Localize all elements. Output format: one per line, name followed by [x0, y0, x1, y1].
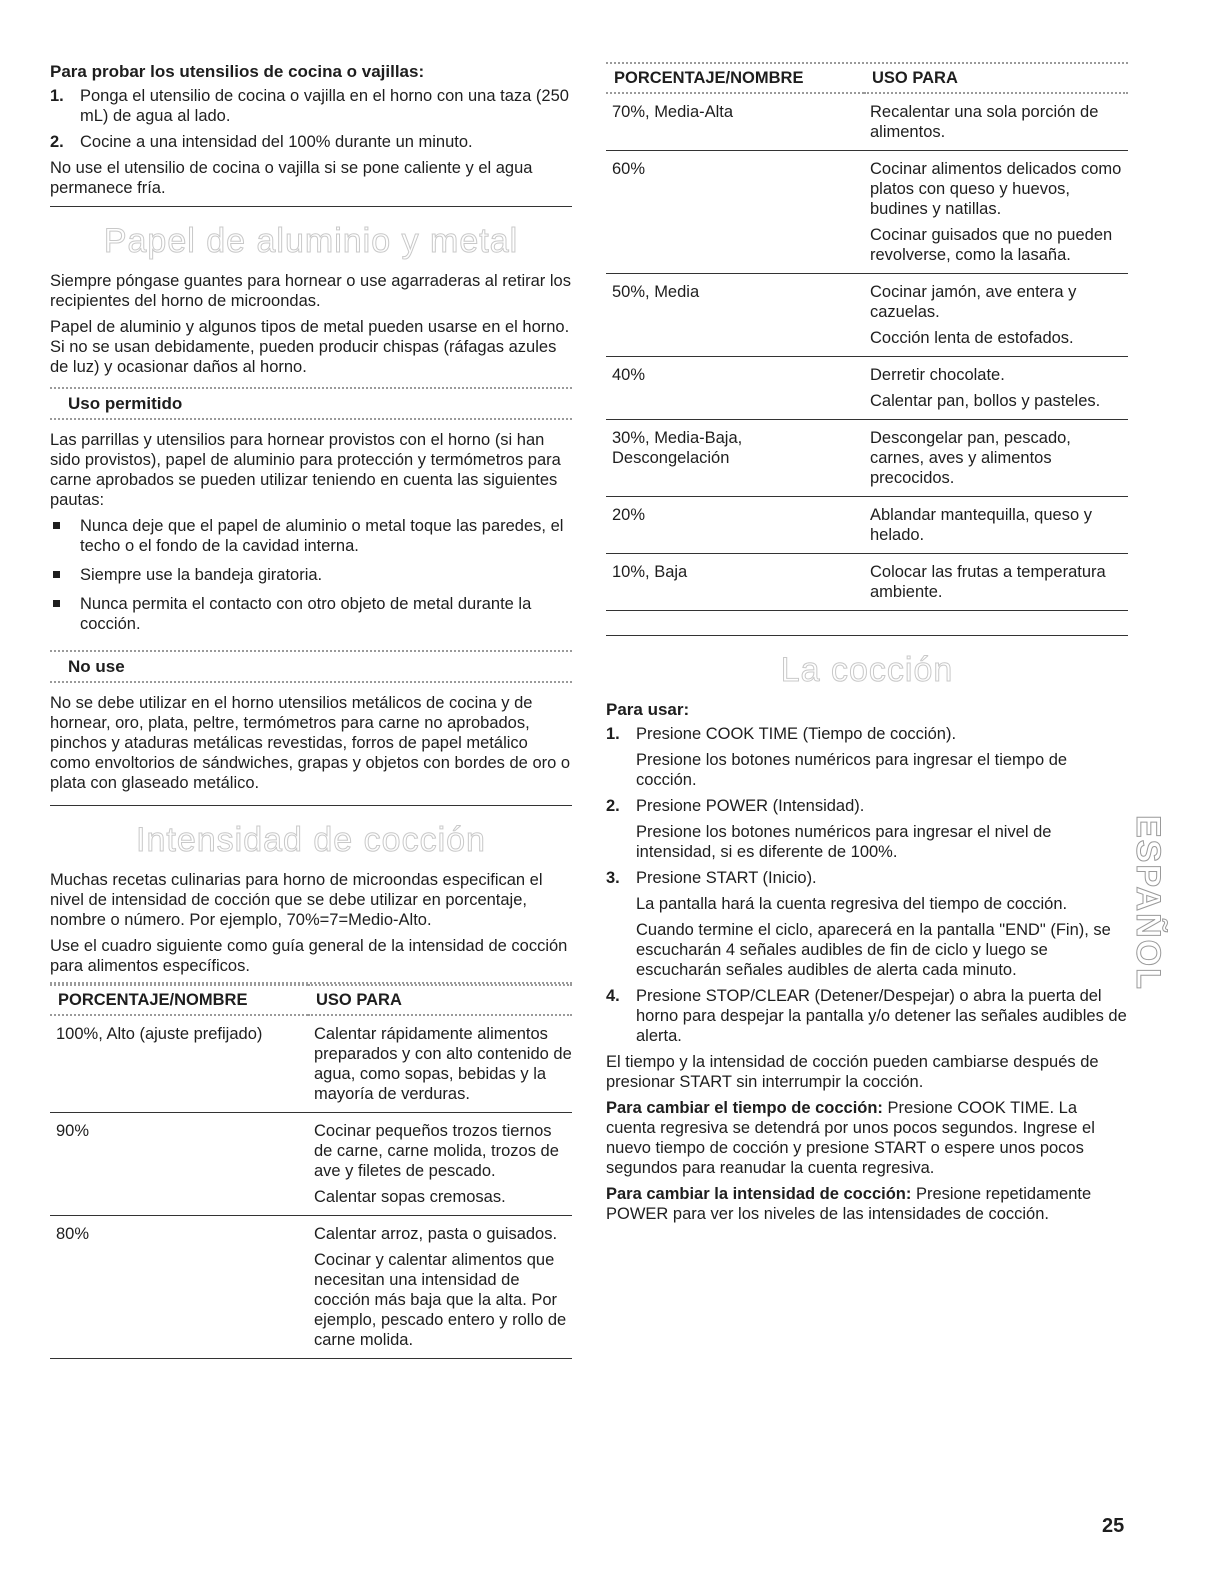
step-text: Presione POWER (Intensidad). — [636, 797, 865, 815]
power-use-cell — [308, 1015, 572, 1113]
step-number: 4. — [606, 987, 620, 1005]
test-note: No use el utensilio de cocina o vajilla si se pone caliente y el agua permanece fría. — [50, 159, 533, 197]
dotted-divider — [50, 418, 572, 420]
power-level-cell: 70%, Media-Alta — [606, 93, 864, 151]
change-time-paragraph: Para cambiar el tiempo de cocción: Presione COOK TIME. La cuenta regresiva se detendrá por unos pocos segundos. Ingrese el nuevo tiempo de cocción y presione START o espere unos pocos segundos para reanudar la cuenta regresiva. — [606, 1099, 1095, 1177]
power-level-cell: 80% — [50, 1216, 308, 1359]
dotted-divider — [50, 681, 572, 683]
step-detail: La pantalla hará la cuenta regresiva del tiempo de cocción. — [636, 895, 1068, 913]
use-title: Para usar: — [606, 700, 690, 719]
table-header-use: USO PARA — [316, 991, 402, 1009]
divider — [50, 206, 572, 207]
step-text: Presione START (Inicio). — [636, 869, 817, 887]
use-step — [606, 986, 1128, 1046]
foil-paragraph: Siempre póngase guantes para hornear o use agarraderas al retirar los recipientes del horno de microondas. — [50, 272, 571, 310]
step-detail: Presione los botones numéricos para ingresar el nivel de intensidad, si es diferente de 100%. — [636, 823, 1052, 861]
allowed-subhead: Uso permitido — [68, 394, 183, 413]
list-item: Nunca deje que el papel de aluminio o metal toque las paredes, el techo o el fondo de la cavidad interna. — [50, 516, 572, 556]
step-text: Presione STOP/CLEAR (Detener/Despejar) o abra la puerta del horno para despejar la pantalla y/o detener las señales audibles de alerta. — [636, 987, 1127, 1045]
step-number: 3. — [606, 869, 620, 887]
language-side-tab: ESPAÑOL — [1129, 815, 1167, 991]
power-use-text: Cocinar jamón, ave entera y cazuelas. — [870, 283, 1077, 321]
table-row — [50, 1216, 572, 1359]
cooking-section-title: La cocción — [780, 651, 954, 689]
foil-section-title: Papel de aluminio y metal — [103, 222, 519, 260]
power-level-cell: 50%, Media — [606, 274, 864, 357]
test-cookware-title: Para probar los utensilios de cocina o vajillas: — [50, 62, 425, 81]
step-number: 2. — [606, 797, 620, 815]
table-row — [50, 1113, 572, 1216]
power-use-text: Calentar rápidamente alimentos preparados y con alto contenido de agua, como sopas, bebidas y la mayoría de verduras. — [314, 1025, 572, 1103]
power-use-cell — [308, 1113, 572, 1216]
power-table-right — [606, 64, 1128, 611]
power-table-left — [50, 984, 572, 1359]
table-header-level: PORCENTAJE/NOMBRE — [614, 69, 804, 87]
test-step: 2. Cocine a una intensidad del 100% durante un minuto. — [50, 133, 473, 151]
use-step — [606, 868, 1128, 980]
table-row — [606, 274, 1128, 357]
power-level-cell: 90% — [50, 1113, 308, 1216]
power-use-text: Ablandar mantequilla, queso y helado. — [870, 506, 1092, 544]
divider — [606, 635, 1128, 636]
right-column — [606, 62, 1128, 1230]
nouse-subhead-block — [50, 650, 572, 683]
power-use-text: Derretir chocolate. — [870, 366, 1005, 384]
power-level-cell: 100%, Alto (ajuste prefijado) — [50, 1015, 308, 1113]
step-detail: Presione los botones numéricos para ingresar el tiempo de cocción. — [636, 751, 1068, 789]
step-detail: Cuando termine el ciclo, aparecerá en la pantalla "END" (Fin), se escucharán 4 señales audibles de fin de ciclo y luego se escucharán señales audibles de alerta cada minuto. — [636, 921, 1111, 979]
power-use-text: Cocinar pequeños trozos tiernos de carne, carne molida, trozos de ave y filetes de pescado. — [314, 1122, 559, 1180]
power-use-cell — [864, 93, 1128, 151]
foil-paragraph: Papel de aluminio y algunos tipos de metal pueden usarse en el horno. Si no se usan debidamente, pueden producir chispas (ráfagas azules de luz) y ocasionar daños al horno. — [50, 318, 570, 376]
power-use-cell — [864, 151, 1128, 274]
allowed-intro: Las parrillas y utensilios para hornear provistos con el horno (si han sido provistos), papel de aluminio para protección y termómetros para carne aprobados se pueden utilizar teniendo en cuenta las siguientes pautas: — [50, 431, 561, 509]
allowed-subhead-block — [50, 387, 572, 420]
power-paragraph: Use el cuadro siguiente como guía general de la intensidad de cocción para alimentos específicos. — [50, 937, 568, 975]
use-step — [606, 796, 1128, 862]
nouse-paragraph: No se debe utilizar en el horno utensilios metálicos de cocina y de hornear, oro, plata, peltre, termómetros para carne no aprobados, pinchos y ataduras metálicas revestidas, forros de papel metálico como envoltorios de sándwiches, grapas y objetos con bordes de oro o plata con glaseado metálico. — [50, 694, 571, 792]
list-item: Siempre use la bandeja giratoria. — [50, 565, 572, 585]
test-steps-list — [50, 86, 572, 152]
table-row — [606, 93, 1128, 151]
power-use-text: Cocción lenta de estofados. — [870, 329, 1074, 347]
power-use-cell — [864, 554, 1128, 611]
power-level-cell: 30%, Media-Baja, Descongelación — [606, 420, 864, 497]
power-use-text: Calentar sopas cremosas. — [314, 1188, 506, 1206]
power-use-text: Calentar arroz, pasta o guisados. — [314, 1225, 558, 1243]
table-header-level: PORCENTAJE/NOMBRE — [58, 991, 248, 1009]
change-power-paragraph: Para cambiar la intensidad de cocción: Presione repetidamente POWER para ver los niveles de las intensidades de cocción. — [606, 1185, 1092, 1223]
power-use-cell — [864, 497, 1128, 554]
power-use-text: Cocinar alimentos delicados como platos con queso y huevos, budines y natillas. — [870, 160, 1122, 218]
power-use-text: Cocinar y calentar alimentos que necesitan una intensidad de cocción más baja que la alta. Por ejemplo, pescado entero y rollo de carne molida. — [314, 1251, 567, 1349]
table-row — [606, 151, 1128, 274]
power-use-text: Cocinar guisados que no pueden revolverse, como la lasaña. — [870, 226, 1113, 264]
power-use-text: Calentar pan, bollos y pasteles. — [870, 392, 1101, 410]
table-header-use: USO PARA — [872, 69, 958, 87]
page-number: 25 — [1102, 1515, 1125, 1537]
list-item: Nunca permita el contacto con otro objeto de metal durante la cocción. — [50, 594, 572, 634]
use-step — [606, 724, 1128, 790]
step-text: Presione COOK TIME (Tiempo de cocción). — [636, 725, 957, 743]
power-level-cell: 40% — [606, 357, 864, 420]
power-level-cell: 10%, Baja — [606, 554, 864, 611]
power-use-cell — [308, 1216, 572, 1359]
power-use-cell — [864, 357, 1128, 420]
power-use-text: Recalentar una sola porción de alimentos. — [870, 103, 1099, 141]
table-row — [606, 420, 1128, 497]
power-use-text: Colocar las frutas a temperatura ambiente. — [870, 563, 1106, 601]
test-step: 1. Ponga el utensilio de cocina o vajilla en el horno con una taza (250 mL) de agua al lado. — [50, 87, 569, 125]
power-paragraph: Muchas recetas culinarias para horno de microondas especifican el nivel de intensidad de cocción que se debe utilizar en porcentaje, nombre o número. Por ejemplo, 70%=7=Medio-Alto. — [50, 871, 543, 929]
allowed-bullets — [50, 516, 572, 634]
table-row — [606, 357, 1128, 420]
power-use-cell — [864, 420, 1128, 497]
nouse-subhead: No use — [68, 657, 125, 676]
use-steps-list — [606, 724, 1128, 1046]
table-row — [50, 1015, 572, 1113]
table-row — [606, 554, 1128, 611]
divider — [50, 805, 572, 806]
after-paragraph: El tiempo y la intensidad de cocción pueden cambiarse después de presionar START sin interrumpir la cocción. — [606, 1053, 1099, 1091]
power-level-cell: 60% — [606, 151, 864, 274]
step-number: 1. — [606, 725, 620, 743]
table-row — [606, 497, 1128, 554]
power-use-cell — [864, 274, 1128, 357]
left-column — [50, 62, 572, 1359]
power-level-cell: 20% — [606, 497, 864, 554]
power-use-text: Descongelar pan, pescado, carnes, aves y alimentos precocidos. — [870, 429, 1071, 487]
power-section-title: Intensidad de cocción — [136, 821, 486, 859]
